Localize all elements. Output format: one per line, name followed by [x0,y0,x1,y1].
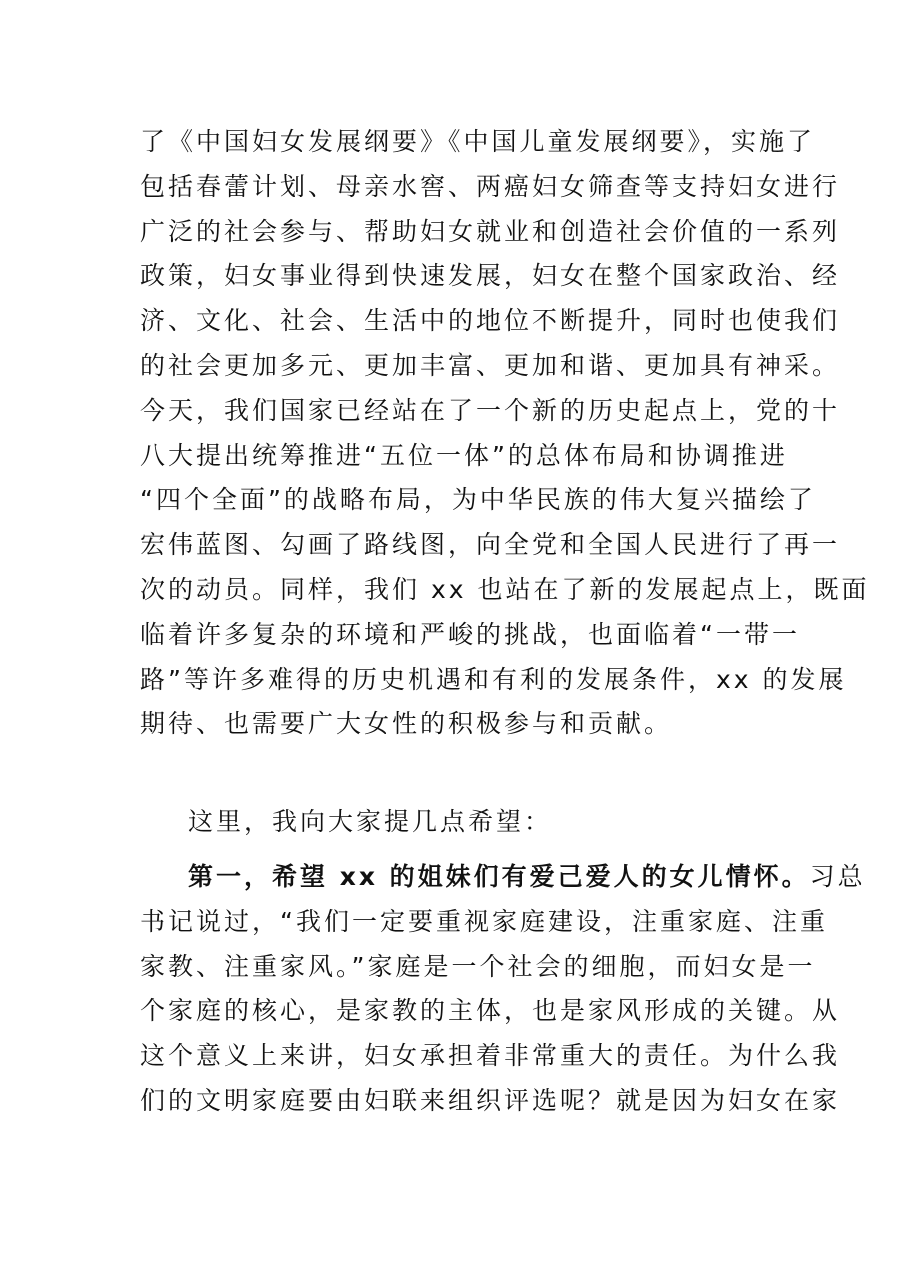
text-line: 的社会更加多元、更加丰富、更加和谐、更加具有神采。 [140,350,841,380]
paragraph-2 [140,800,772,845]
text-line: 政策，妇女事业得到快速发展，妇女在整个国家政治、经 [140,261,841,291]
paragraph-3-first-line [140,855,866,900]
text-line: 书记说过，“我们一定要重视家庭建设，注重家庭、注重 [140,906,828,936]
text-line: 这个意义上来讲，妇女承担着非常重大的责任。为什么我 [140,1041,841,1071]
text-line: 这里，我向大家提几点希望： [188,807,553,836]
bold-heading: 第一，希望 xx 的姐妹们有爱己爱人的女儿情怀。 [188,862,810,891]
text-line: 了《中国妇女发展纲要》《中国儿童发展纲要》，实施了 [140,127,816,156]
text-line: 今天，我们国家已经站在了一个新的历史起点上，党的十 [140,395,841,425]
text-line: 济、文化、社会、生活中的地位不断提升，同时也使我们 [140,306,841,336]
text-line: 期待、也需要广大女性的积极参与和贡献。 [140,709,673,739]
text-fragment: 习总 [809,862,866,891]
text-line: 包括春蕾计划、母亲水窖、两癌妇女筛查等支持妇女进行 [140,171,841,201]
text-line: 宏伟蓝图、勾画了路线图，向全党和全国人民进行了再一 [140,530,841,560]
text-line: 八大提出统筹推进“五位一体”的总体布局和协调推进 [140,440,788,470]
text-line: 次的动员。同样，我们 xx 也站在了新的发展起点上，既面 [140,574,870,604]
paragraph-3 [140,855,866,1124]
text-line: 个家庭的核心，是家教的主体，也是家风形成的关键。从 [140,996,841,1026]
text-line: 们的文明家庭要由妇联来组织评选呢？就是因为妇女在家 [140,1085,841,1115]
text-line: 家教、注重家风。”家庭是一个社会的细胞，而妇女是一 [140,951,816,981]
text-line: “四个全面”的战略布局，为中华民族的伟大复兴描绘了 [140,485,816,515]
text-line: 临着许多复杂的环境和严峻的挑战，也面临着“一带一 [140,619,800,649]
paragraph-1 [140,120,870,747]
text-line: 广泛的社会参与、帮助妇女就业和创造社会价值的一系列 [140,216,841,246]
text-line: 路”等许多难得的历史机遇和有利的发展条件，xx 的发展 [140,664,847,694]
